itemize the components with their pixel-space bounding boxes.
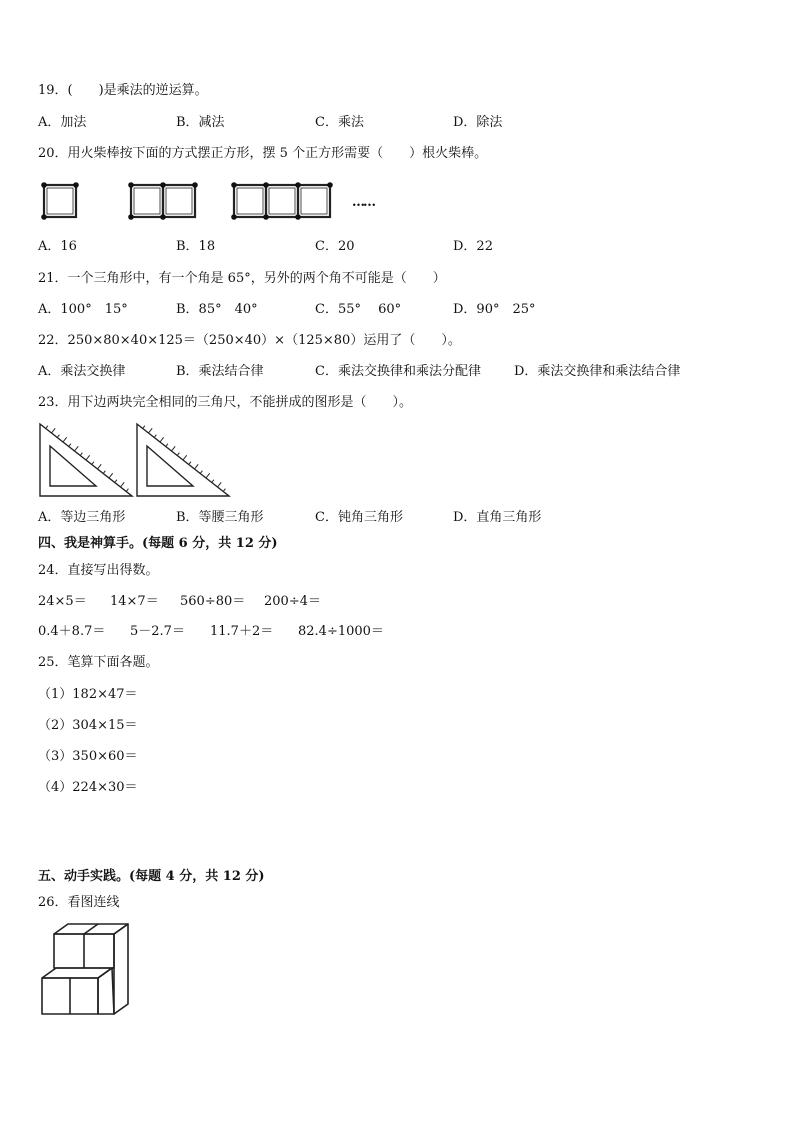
ruler-tick <box>109 473 113 478</box>
ruler-tick <box>92 462 94 465</box>
ruler-tick <box>183 455 187 460</box>
q22-options <box>38 363 758 381</box>
q23-text: 23．用下边两块完全相同的三角尺，不能拼成的图形是（ ）。 <box>38 395 413 410</box>
calc-item: 14×7＝ <box>110 594 159 609</box>
ruler-tick <box>63 437 67 442</box>
cube-stack-figure <box>38 920 132 1020</box>
calc-item: 0.4＋8.7＝ <box>38 624 106 639</box>
q21-option-b[interactable]: B．85° 40° <box>176 302 258 317</box>
ruler-tick <box>75 446 79 451</box>
q22-option-c[interactable]: C．乘法交换律和乘法分配律 <box>315 364 481 379</box>
q20-option-a[interactable]: A．16 <box>38 239 77 254</box>
q20-options <box>38 238 758 256</box>
q20-option-d[interactable]: D．22 <box>453 239 493 254</box>
calc-item: 560÷80＝ <box>180 594 246 609</box>
ruler-tick <box>206 473 210 478</box>
q25-item-3: （3）350×60＝ <box>38 749 138 764</box>
q21-option-d[interactable]: D．90° 25° <box>453 302 536 317</box>
q23-option-a[interactable]: A．等边三角形 <box>38 510 126 525</box>
matchstick-figure <box>38 178 398 226</box>
calc-item: 24×5＝ <box>38 594 87 609</box>
calc-item: 82.4÷1000＝ <box>298 624 384 639</box>
q21-option-c[interactable]: C．55° 60° <box>315 302 402 317</box>
q25-item-2: （2）304×15＝ <box>38 718 138 733</box>
calc-item: 11.7＋2＝ <box>210 624 274 639</box>
ruler-tick <box>98 464 102 469</box>
q22-option-d[interactable]: D．乘法交换律和乘法结合律 <box>514 364 681 379</box>
q21-option-a[interactable]: A．100° 15° <box>38 302 128 317</box>
q25-item-4: （4）224×30＝ <box>38 780 138 795</box>
q25-text: 25．笔算下面各题。 <box>38 655 159 670</box>
triangle-rulers-figure <box>38 422 238 500</box>
q23-options <box>38 509 758 527</box>
section-four-heading: 四、我是神算手。(每题 6 分，共 12 分) <box>38 536 278 551</box>
q21-options <box>38 301 758 319</box>
ruler-tick <box>103 471 105 474</box>
q23-option-b[interactable]: B．等腰三角形 <box>176 510 264 525</box>
ruler-tick <box>223 489 225 492</box>
q23-option-d[interactable]: D．直角三角形 <box>453 510 542 525</box>
q24-row-1 <box>38 593 758 611</box>
q20-option-b[interactable]: B．18 <box>176 239 216 254</box>
section-five-heading: 五、动手实践。(每题 4 分，共 12 分) <box>38 869 265 884</box>
q26-text: 26．看图连线 <box>38 895 120 910</box>
ruler-tick <box>189 462 191 465</box>
q19-option-b[interactable]: B．减法 <box>176 115 225 130</box>
q20-option-c[interactable]: C．20 <box>315 239 355 254</box>
q19-option-d[interactable]: D．除法 <box>453 115 503 130</box>
ruler-tick <box>143 426 145 429</box>
ruler-tick <box>80 453 82 456</box>
ruler-tick <box>126 489 128 492</box>
q22-text: 22．250×80×40×125＝（250×40）×（125×80）运用了（ ）。 <box>38 333 461 348</box>
q20-text: 20．用火柴棒按下面的方式摆正方形，摆 5 个正方形需要（ ）根火柴棒。 <box>38 146 488 161</box>
q22-option-b[interactable]: B．乘法结合律 <box>176 364 264 379</box>
q19-text: 19．( )是乘法的逆运算。 <box>38 83 208 98</box>
ruler-tick <box>121 482 125 487</box>
ruler-tick <box>160 437 164 442</box>
ruler-tick <box>86 455 90 460</box>
ruler-tick <box>172 446 176 451</box>
ruler-tick <box>115 480 117 483</box>
q19-option-a[interactable]: A．加法 <box>38 115 87 130</box>
ruler-tick <box>52 428 56 433</box>
ruler-tick <box>195 464 199 469</box>
ruler-tick <box>177 453 179 456</box>
q21-text: 21．一个三角形中，有一个角是 65°，另外的两个角不可能是（ ） <box>38 271 446 286</box>
calc-item: 5－2.7＝ <box>130 624 185 639</box>
q25-item-1: （1）182×47＝ <box>38 687 138 702</box>
ruler-tick <box>149 428 153 433</box>
continuation-dots: …… <box>352 195 374 210</box>
ruler-tick <box>200 471 202 474</box>
ruler-tick <box>154 435 156 438</box>
ruler-tick <box>218 482 222 487</box>
q22-option-a[interactable]: A．乘法交换律 <box>38 364 126 379</box>
q23-option-c[interactable]: C．钝角三角形 <box>315 510 403 525</box>
q24-text: 24．直接写出得数。 <box>38 563 159 578</box>
ruler-tick <box>46 426 48 429</box>
ruler-tick <box>69 444 71 447</box>
q19-option-c[interactable]: C．乘法 <box>315 115 364 130</box>
calc-item: 200÷4＝ <box>264 594 321 609</box>
ruler-tick <box>57 435 59 438</box>
ruler-tick <box>166 444 168 447</box>
q24-row-2 <box>38 623 758 641</box>
q19-options <box>38 114 758 132</box>
ruler-tick <box>212 480 214 483</box>
